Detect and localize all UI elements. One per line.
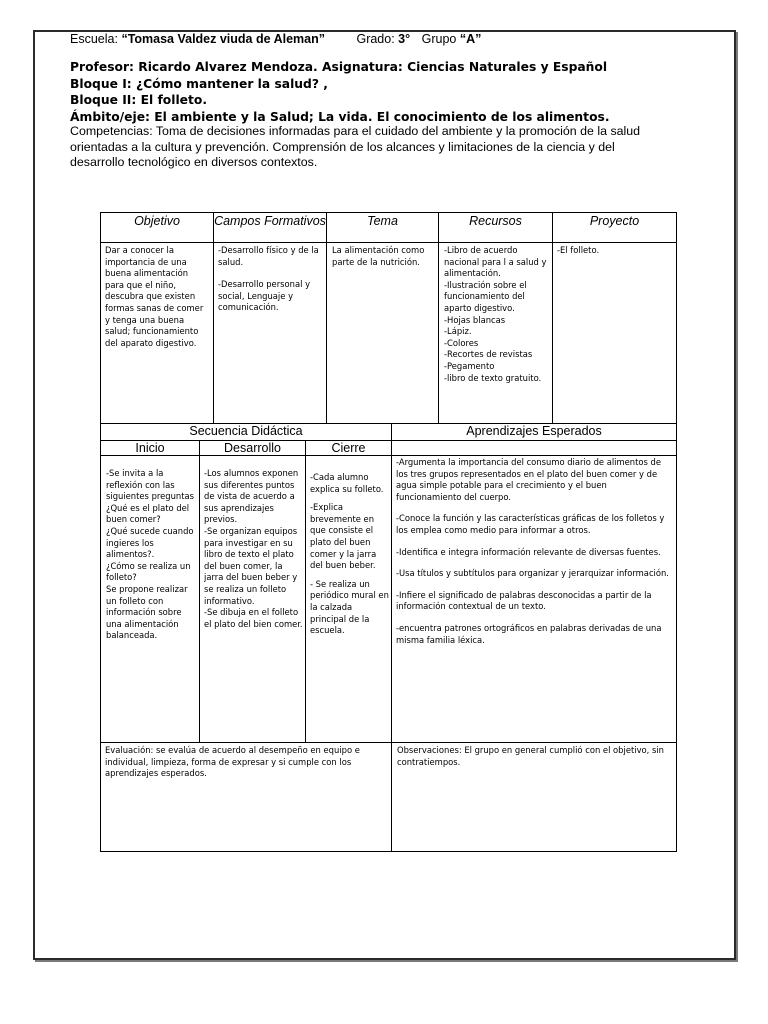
aprendizaje-item: -Infiere el significado de palabras desconocidas a partir de la información contextual de un texto. bbox=[396, 589, 652, 612]
header-recursos: Recursos bbox=[469, 214, 522, 228]
ambito-line: Ámbito/eje: El ambiente y la Salud; La vida. El conocimiento de los alimentos. bbox=[70, 109, 610, 124]
observaciones-cell: Observaciones: El grupo en general cumplió con el objetivo, sin contratiempos. bbox=[397, 745, 664, 767]
campo-1: -Desarrollo físico y de la salud. bbox=[218, 245, 319, 267]
desarrollo-item: -Se dibuja en el folleto el plato del bien comer. bbox=[204, 607, 303, 629]
competencias: Competencias: Toma de decisiones informadas para el cuidado del ambiente y la promoción de la salud orientadas a la cultura y prevención. Comprensión de los alcances y limitaciones de la ciencia y del desarrollo tecnológico en diversos contextos. bbox=[70, 124, 641, 169]
school-label: Escuela: bbox=[70, 32, 118, 46]
group-value: “A” bbox=[459, 32, 482, 46]
recurso-item: -Ilustración sobre el funcionamiento del aparto digestivo. bbox=[444, 279, 527, 313]
recurso-item: -libro de texto gratuito. bbox=[444, 372, 542, 383]
cierre-cell bbox=[310, 472, 390, 740]
profesor-line: Profesor: Ricardo Alvarez Mendoza. Asignatura: Ciencias Naturales y Español bbox=[70, 60, 608, 74]
tema-cell: La alimentación como parte de la nutrición. bbox=[332, 245, 425, 267]
recurso-item: -Pegamento bbox=[444, 360, 495, 371]
header-proyecto: Proyecto bbox=[589, 214, 640, 228]
inicio-item: ¿Cómo se realiza un folleto? bbox=[106, 560, 191, 583]
secuencia-title: Secuencia Didáctica bbox=[189, 424, 303, 438]
desarrollo-item: -Los alumnos exponen sus diferentes puntos de vista de acuerdo a sus aprendizajes previos. bbox=[204, 468, 299, 525]
aprendizajes-title: Aprendizajes Esperados bbox=[466, 424, 602, 438]
aprendizaje-item: -Usa títulos y subtítulos para organizar y jerarquizar información. bbox=[396, 568, 669, 579]
grade-value: 3° bbox=[398, 32, 411, 46]
recurso-item: -Hojas blancas bbox=[444, 314, 506, 325]
planning-table bbox=[100, 212, 677, 852]
aprendizaje-item: -encuentra patrones ortográficos en palabras derivadas de una misma familia léxica. bbox=[396, 622, 662, 645]
recurso-item: -Lápiz. bbox=[444, 326, 472, 337]
header-info bbox=[70, 59, 670, 125]
desarrollo-cell bbox=[204, 468, 303, 740]
aprendizaje-item: -Argumenta la importancia del consumo diario de alimentos de los tres grupos representados en el plato del buen comer y de agua simple potable para el crecimiento y el buen funcionamiento del cuerpo. bbox=[396, 457, 662, 502]
header-desarrollo: Desarrollo bbox=[224, 441, 281, 455]
evaluacion-cell: Evaluación: se evalúa de acuerdo al desempeño en equipo e individual, limpieza, forma de expresar y si cumple con los aprendizajes esperados. bbox=[105, 745, 360, 779]
header-campos: Campos Formativos bbox=[214, 214, 326, 228]
aprendizaje-item: -Conoce la función y las características gráficas de los folletos y los emplea como medio para informar a otros. bbox=[396, 513, 665, 535]
bloque-1: Bloque I: ¿Cómo mantener la salud? , bbox=[70, 76, 328, 91]
header-objetivo: Objetivo bbox=[134, 214, 180, 228]
recurso-item: -Recortes de revistas bbox=[444, 349, 533, 360]
aprendizajes-cell bbox=[396, 457, 674, 740]
header-inicio: Inicio bbox=[135, 441, 165, 455]
cierre-item: - Se realiza un periódico mural en la calzada principal de la escuela. bbox=[310, 578, 389, 636]
header-tema: Tema bbox=[367, 214, 398, 228]
group-label: Grupo bbox=[421, 32, 457, 46]
aprendizaje-item: -Identifica e integra información relevante de diversas fuentes. bbox=[396, 546, 661, 557]
school-line bbox=[70, 32, 670, 46]
inicio-cell bbox=[106, 468, 196, 740]
inicio-item: -Se invita a la reflexión con las siguientes preguntas ¿Qué es el plato del buen comer? bbox=[106, 468, 195, 525]
cierre-item: -Explica brevemente en que consiste el plato del buen comer y la jarra del buen beber. bbox=[310, 502, 377, 571]
recursos-cell bbox=[444, 245, 548, 421]
recurso-item: -Colores bbox=[444, 337, 479, 348]
school-name: “Tomasa Valdez viuda de Aleman” bbox=[121, 32, 325, 46]
inicio-item: Se propone realizar un folleto con información sobre una alimentación balanceada. bbox=[106, 583, 188, 641]
grade-label: Grado: bbox=[356, 32, 395, 46]
campo-2: -Desarrollo personal y social, Lenguaje y comunicación. bbox=[218, 279, 311, 313]
objetivo-cell: Dar a conocer la importancia de una buena alimentación para que el niño, descubra que existen formas sanas de comer y tenga una buena salud; funcionamiento del aparato digestivo. bbox=[105, 245, 204, 348]
recurso-item: -Libro de acuerdo nacional para l a salud y alimentación. bbox=[444, 245, 547, 279]
campos-cell bbox=[218, 245, 324, 421]
header-cierre: Cierre bbox=[331, 441, 366, 455]
desarrollo-item: -Se organizan equipos para investigar en su libro de texto el plato del buen comer, la jarra del buen beber y se realiza un folleto informativo. bbox=[204, 525, 298, 606]
cierre-item: -Cada alumno explica su folleto. bbox=[310, 472, 384, 494]
bloque-2: Bloque II: El folleto. bbox=[70, 93, 208, 107]
inicio-item: ¿Qué sucede cuando ingieres los alimentos?. bbox=[106, 525, 194, 560]
proyecto-cell: -El folleto. bbox=[557, 245, 600, 255]
